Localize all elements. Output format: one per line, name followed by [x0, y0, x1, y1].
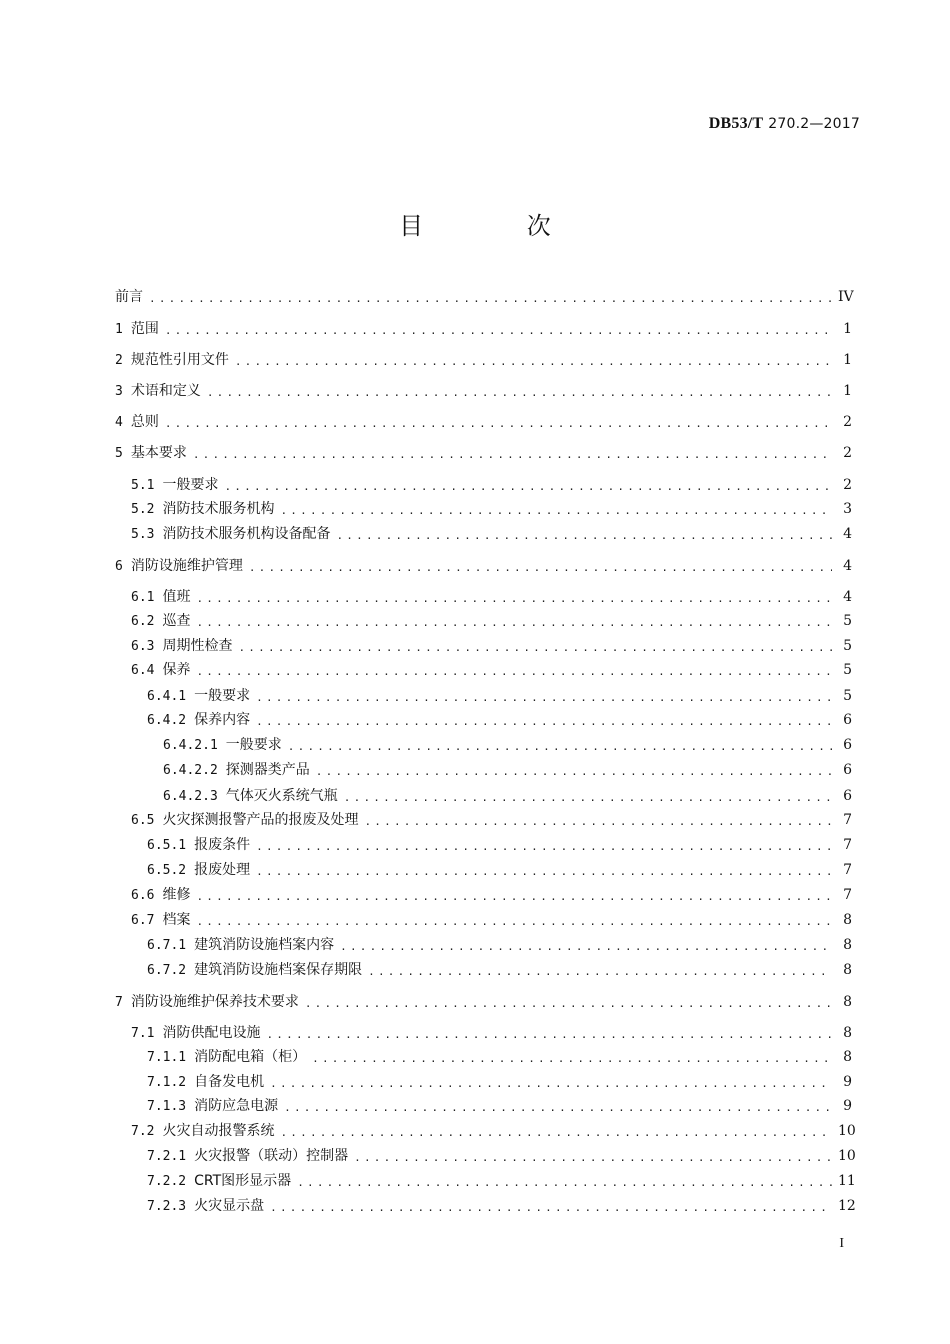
toc-entry-page: 8 [843, 937, 852, 953]
toc-entry-page: 2 [843, 414, 852, 430]
toc-entry-number: 7.2.1 [147, 1149, 187, 1164]
toc-entry-label: 探测器类产品 [225, 762, 310, 778]
toc-entry-page: 4 [843, 558, 852, 574]
toc-entry-number: 6.4.2 [147, 713, 187, 728]
toc-entry-page: 1 [843, 383, 852, 399]
toc-leader-dots [280, 1126, 832, 1140]
toc-leader-dots [305, 997, 832, 1011]
toc-entry-label: 维修 [162, 887, 191, 903]
toc-leader-dots [344, 791, 832, 805]
toc-entry-number: 5.3 [131, 527, 155, 542]
toc-entry-number: 6.4.2.2 [163, 763, 218, 778]
toc-entry[interactable] [115, 320, 852, 338]
toc-entry-number: 6.4.2.3 [163, 789, 218, 804]
toc-entry-page: 10 [838, 1123, 856, 1139]
toc-entry-number: 7.2 [131, 1124, 155, 1139]
toc-entry-label: 保养 [162, 662, 191, 678]
toc-entry-page: 6 [843, 712, 852, 728]
toc-leader-dots [196, 616, 832, 630]
toc-entry[interactable] [147, 936, 852, 954]
toc-entry-label: 报废条件 [194, 837, 251, 853]
toc-entry-label: 消防设施维护保养技术要求 [130, 994, 299, 1010]
toc-entry-number: 7.1 [131, 1026, 155, 1041]
toc-entry-number: 7.1.2 [147, 1075, 187, 1090]
toc-entry-number: 7.1.1 [147, 1050, 187, 1065]
document-code-prefix: DB53/T [708, 115, 764, 132]
toc-leader-dots [196, 890, 832, 904]
toc-entry-number: 2 [115, 353, 123, 368]
document-code-number: 270.2—2017 [768, 116, 860, 132]
toc-leader-dots [256, 865, 832, 879]
page-number: I [839, 1236, 844, 1251]
toc-leader-dots [149, 292, 832, 306]
toc-entry-page: 3 [843, 501, 852, 517]
toc-leader-dots [165, 417, 832, 431]
toc-entry-number: 6.4.2.1 [163, 738, 218, 753]
toc-entry-label: 一般要求 [225, 737, 282, 753]
toc-entry[interactable] [147, 836, 852, 854]
toc-entry[interactable] [131, 911, 852, 929]
toc-entry[interactable] [147, 1172, 856, 1190]
toc-entry[interactable] [131, 886, 852, 904]
toc-entry[interactable] [163, 736, 852, 754]
toc-entry-label: 报废处理 [194, 862, 251, 878]
toc-entry-number: 6 [115, 559, 123, 574]
toc-entry[interactable] [131, 1024, 852, 1042]
toc-entry-label: 建筑消防设施档案保存期限 [194, 962, 363, 978]
toc-leader-dots [354, 1151, 832, 1165]
toc-entry-page: 1 [843, 352, 852, 368]
toc-leader-dots [297, 1176, 832, 1190]
toc-entry-number: 5 [115, 446, 123, 461]
toc-entry-page: 7 [843, 887, 852, 903]
toc-leader-dots [270, 1077, 832, 1091]
toc-entry[interactable] [115, 382, 852, 400]
toc-entry-page: 2 [843, 445, 852, 461]
toc-entry-page: 9 [843, 1098, 852, 1114]
toc-entry-page: 9 [843, 1074, 852, 1090]
toc-leader-dots [266, 1028, 832, 1042]
page-title: 目 次 [399, 212, 599, 240]
toc-entry[interactable] [115, 557, 852, 575]
toc-entry[interactable] [147, 861, 852, 879]
toc-leader-dots [207, 386, 832, 400]
toc-entry-label: 消防配电箱（柜） [194, 1049, 307, 1065]
toc-entry-label: 保养内容 [194, 712, 251, 728]
toc-entry-page: 7 [843, 862, 852, 878]
toc-entry-label: 消防设施维护管理 [130, 558, 243, 574]
toc-entry-number: 6.4 [131, 663, 155, 678]
toc-entry[interactable] [131, 811, 852, 829]
toc-entry[interactable] [115, 413, 852, 431]
toc-entry[interactable] [131, 637, 852, 655]
toc-leader-dots [368, 965, 832, 979]
toc-entry-label: 基本要求 [130, 445, 187, 461]
toc-entry-number: 6.3 [131, 639, 155, 654]
toc-entry-number: 6.2 [131, 614, 155, 629]
toc-entry[interactable] [131, 1122, 856, 1140]
toc-leader-dots [316, 765, 832, 779]
toc-entry-label: 值班 [162, 589, 191, 605]
toc-entry-label: 火灾显示盘 [194, 1198, 265, 1214]
toc-entry[interactable] [131, 500, 852, 518]
toc-entry[interactable] [147, 687, 852, 705]
toc-entry-page: 5 [843, 688, 852, 704]
toc-entry-page: 7 [843, 837, 852, 853]
toc-entry-page: 5 [843, 613, 852, 629]
toc-entry-label: 自备发电机 [194, 1074, 265, 1090]
toc-entry[interactable] [131, 525, 852, 543]
toc-entry-page: 4 [843, 589, 852, 605]
toc-entry-number: 5.2 [131, 502, 155, 517]
toc-entry-number: 4 [115, 415, 123, 430]
toc-entry-number: 7.2.2 [147, 1174, 187, 1189]
toc-entry-page: 8 [843, 962, 852, 978]
toc-entry-label: 前言 [115, 289, 143, 305]
toc-entry-label: 火灾自动报警系统 [162, 1123, 275, 1139]
toc-entry-number: 5.1 [131, 478, 155, 493]
toc-entry[interactable] [147, 1073, 852, 1091]
toc-entry-page: IV [838, 289, 854, 305]
toc-entry-label: 巡查 [162, 613, 191, 629]
toc-entry-number: 6.6 [131, 888, 155, 903]
toc-entry-label: 术语和定义 [130, 383, 201, 399]
toc-entry[interactable] [131, 588, 852, 606]
toc-leader-dots [238, 641, 832, 655]
toc-entry-label: 总则 [130, 414, 159, 430]
toc-entry-label: 档案 [162, 912, 191, 928]
toc-leader-dots [280, 504, 832, 518]
toc-entry-label: 消防应急电源 [194, 1098, 279, 1114]
toc-entry-number: 1 [115, 322, 123, 337]
toc-entry[interactable] [115, 288, 852, 306]
toc-leader-dots [340, 940, 832, 954]
toc-entry-page: 6 [843, 737, 852, 753]
toc-entry[interactable] [115, 351, 852, 369]
toc-entry-number: 6.5.1 [147, 838, 187, 853]
toc-entry-number: 6.5 [131, 813, 155, 828]
toc-leader-dots [256, 691, 832, 705]
toc-entry-number: 7.1.3 [147, 1099, 187, 1114]
toc-entry-label: 消防技术服务机构 [162, 501, 275, 517]
toc-entry-number: 3 [115, 384, 123, 399]
toc-entry-page: 12 [838, 1198, 856, 1214]
toc-leader-dots [235, 355, 832, 369]
toc-entry-page: 6 [843, 762, 852, 778]
toc-leader-dots [364, 815, 832, 829]
toc-entry[interactable] [131, 476, 852, 494]
toc-leader-dots [196, 915, 832, 929]
toc-leader-dots [270, 1201, 832, 1215]
toc-entry-number: 7 [115, 995, 123, 1010]
toc-entry[interactable] [163, 787, 852, 805]
toc-entry-number: 6.7.1 [147, 938, 187, 953]
toc-entry-page: 8 [843, 1025, 852, 1041]
toc-leader-dots [193, 448, 832, 462]
toc-leader-dots [196, 592, 832, 606]
toc-leader-dots [284, 1101, 832, 1115]
toc-entry-page: 6 [843, 788, 852, 804]
toc-entry-page: 8 [843, 994, 852, 1010]
toc-entry[interactable] [115, 444, 852, 462]
toc-entry-label: 一般要求 [194, 688, 251, 704]
toc-entry[interactable] [147, 1197, 856, 1215]
toc-entry-number: 6.7 [131, 913, 155, 928]
toc-entry[interactable] [147, 961, 852, 979]
toc-entry-page: 8 [843, 1049, 852, 1065]
toc-leader-dots [165, 324, 832, 338]
toc-entry-label: 消防技术服务机构设备配备 [162, 526, 331, 542]
toc-entry-label: 消防供配电设施 [162, 1025, 261, 1041]
toc-entry-label: 气体灭火系统气瓶 [225, 788, 338, 804]
toc-entry-label: 火灾探测报警产品的报废及处理 [162, 812, 359, 828]
toc-leader-dots [256, 715, 832, 729]
toc-entry-page: 8 [843, 912, 852, 928]
toc-entry-label: 建筑消防设施档案内容 [194, 937, 335, 953]
toc-entry-page: 5 [843, 638, 852, 654]
toc-leader-dots [256, 840, 832, 854]
toc-entry-page: 4 [843, 526, 852, 542]
toc-leader-dots [224, 480, 832, 494]
toc-entry[interactable] [131, 661, 852, 679]
toc-entry-page: 5 [843, 662, 852, 678]
toc-entry-label: 周期性检查 [162, 638, 233, 654]
toc-entry-label: 一般要求 [162, 477, 219, 493]
toc-entry-number: 7.2.3 [147, 1199, 187, 1214]
toc-entry-number: 6.7.2 [147, 963, 187, 978]
toc-leader-dots [312, 1052, 832, 1066]
toc-entry[interactable] [147, 1048, 852, 1066]
toc-leader-dots [336, 529, 832, 543]
toc-entry-page: 1 [843, 321, 852, 337]
toc-entry-label: CRT图形显示器 [194, 1173, 292, 1189]
toc-entry[interactable] [147, 1097, 852, 1115]
toc-entry-label: 规范性引用文件 [130, 352, 229, 368]
toc-leader-dots [288, 740, 832, 754]
toc-entry[interactable] [147, 1147, 856, 1165]
toc-entry-page: 10 [838, 1148, 856, 1164]
toc-entry-number: 6.1 [131, 590, 155, 605]
toc-entry[interactable] [115, 993, 852, 1011]
toc-entry-label: 火灾报警（联动）控制器 [194, 1148, 349, 1164]
toc-entry-label: 范围 [130, 321, 159, 337]
toc-entry-number: 6.5.2 [147, 863, 187, 878]
toc-entry[interactable] [131, 612, 852, 630]
toc-leader-dots [249, 561, 832, 575]
toc-entry-page: 7 [843, 812, 852, 828]
toc-entry-number: 6.4.1 [147, 689, 187, 704]
toc-leader-dots [196, 665, 832, 679]
toc-entry[interactable] [163, 761, 852, 779]
toc-entry-page: 11 [838, 1173, 856, 1189]
toc-entry[interactable] [147, 711, 852, 729]
toc-entry-page: 2 [843, 477, 852, 493]
